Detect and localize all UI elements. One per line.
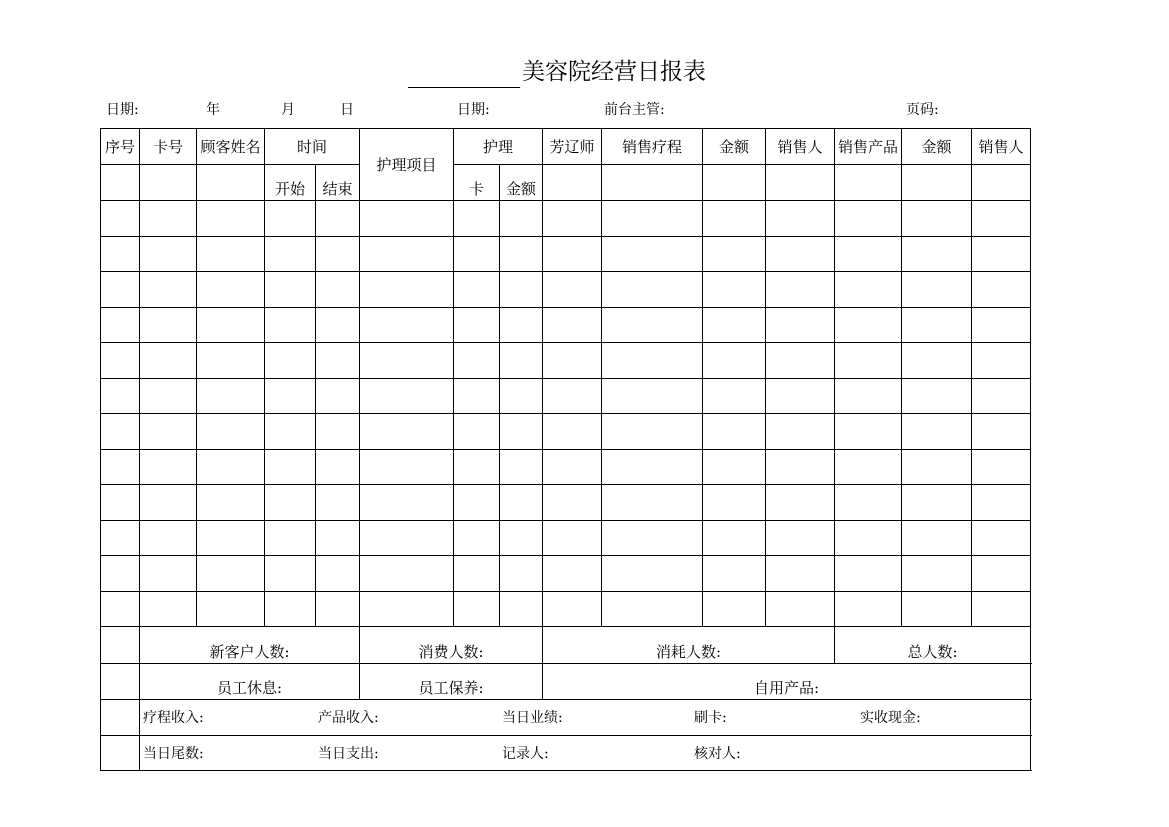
table-cell[interactable] — [766, 449, 835, 485]
table-cell[interactable] — [316, 556, 360, 592]
table-cell[interactable] — [500, 449, 543, 485]
table-cell[interactable] — [602, 591, 703, 627]
cell[interactable] — [902, 164, 972, 201]
table-cell[interactable] — [543, 236, 602, 272]
table-cell[interactable] — [602, 449, 703, 485]
table-cell[interactable] — [197, 201, 265, 237]
table-cell[interactable] — [543, 556, 602, 592]
table-cell[interactable] — [454, 378, 500, 414]
col-header-time: 时间 — [265, 129, 360, 165]
table-cell[interactable] — [101, 485, 140, 521]
col-header-product-amount: 金额 — [902, 129, 972, 165]
table-cell[interactable] — [703, 591, 766, 627]
cell[interactable] — [101, 627, 140, 664]
table-cell[interactable] — [140, 307, 197, 343]
cell[interactable] — [101, 663, 140, 700]
table-cell[interactable] — [972, 272, 1031, 308]
table-cell[interactable] — [101, 272, 140, 308]
table-cell[interactable] — [902, 520, 972, 556]
table-cell[interactable] — [500, 520, 543, 556]
col-header-start: 开始 — [265, 164, 316, 201]
table-row — [101, 520, 1031, 556]
table-cell[interactable] — [360, 520, 454, 556]
table-cell[interactable] — [543, 485, 602, 521]
product-income-label: 产品收入: — [318, 710, 379, 727]
table-cell[interactable] — [316, 485, 360, 521]
table-cell[interactable] — [766, 556, 835, 592]
col-header-care: 护理 — [454, 129, 543, 165]
table-cell[interactable] — [703, 343, 766, 379]
col-header-course-seller: 销售人 — [766, 129, 835, 165]
col-header-therapist: 芳辽师 — [543, 129, 602, 165]
table-cell[interactable] — [101, 307, 140, 343]
table-cell[interactable] — [835, 307, 902, 343]
table-cell[interactable] — [265, 236, 316, 272]
table-row — [101, 201, 1031, 237]
table-cell[interactable] — [101, 378, 140, 414]
table-cell[interactable] — [835, 272, 902, 308]
col-header-care-item: 护理项目 — [360, 129, 454, 201]
cell[interactable] — [101, 735, 140, 771]
table-cell[interactable] — [602, 307, 703, 343]
table-cell[interactable] — [360, 414, 454, 450]
table-cell[interactable] — [316, 520, 360, 556]
col-header-card: 卡 — [454, 164, 500, 201]
header-row-2 — [101, 164, 1031, 201]
table-cell[interactable] — [140, 272, 197, 308]
page-number-label: 页码: — [906, 102, 939, 118]
table-cell[interactable] — [360, 272, 454, 308]
table-cell[interactable] — [766, 414, 835, 450]
table-cell[interactable] — [543, 520, 602, 556]
table-cell[interactable] — [602, 272, 703, 308]
date-label: 日期: — [106, 102, 139, 118]
table-cell[interactable] — [360, 449, 454, 485]
table-cell[interactable] — [197, 307, 265, 343]
table-cell[interactable] — [454, 414, 500, 450]
recorder-label: 记录人: — [502, 745, 549, 762]
table-cell[interactable] — [972, 236, 1031, 272]
table-cell[interactable] — [454, 485, 500, 521]
table-row — [101, 378, 1031, 414]
table-cell[interactable] — [835, 414, 902, 450]
table-cell[interactable] — [543, 201, 602, 237]
table-cell[interactable] — [360, 378, 454, 414]
table-cell[interactable] — [101, 556, 140, 592]
table-cell[interactable] — [197, 485, 265, 521]
table-cell[interactable] — [316, 343, 360, 379]
table-cell[interactable] — [766, 236, 835, 272]
table-cell[interactable] — [316, 236, 360, 272]
table-cell[interactable] — [543, 414, 602, 450]
staff-care-label: 员工保养: — [360, 663, 543, 700]
table-cell[interactable] — [360, 485, 454, 521]
table-cell[interactable] — [766, 485, 835, 521]
table-cell[interactable] — [972, 378, 1031, 414]
table-cell[interactable] — [140, 378, 197, 414]
table-cell[interactable] — [360, 343, 454, 379]
table-cell[interactable] — [265, 414, 316, 450]
table-cell[interactable] — [265, 449, 316, 485]
table-cell[interactable] — [454, 343, 500, 379]
table-cell[interactable] — [360, 591, 454, 627]
col-header-seq: 序号 — [101, 129, 140, 165]
table-cell[interactable] — [703, 520, 766, 556]
card-swipe-label: 刷卡: — [694, 710, 727, 727]
table-cell[interactable] — [835, 591, 902, 627]
table-cell[interactable] — [835, 343, 902, 379]
table-cell[interactable] — [140, 591, 197, 627]
income-line — [140, 700, 1031, 736]
table-cell[interactable] — [101, 449, 140, 485]
table-cell[interactable] — [703, 378, 766, 414]
table-cell[interactable] — [316, 378, 360, 414]
summary-row-balance — [101, 735, 1031, 771]
cell[interactable] — [972, 164, 1031, 201]
table-cell[interactable] — [500, 201, 543, 237]
table-cell[interactable] — [197, 343, 265, 379]
table-cell[interactable] — [972, 414, 1031, 450]
report-title-text: 美容院经营日报表 — [522, 59, 706, 85]
table-cell[interactable] — [602, 556, 703, 592]
table-cell[interactable] — [500, 343, 543, 379]
col-header-sell-product: 销售产品 — [835, 129, 902, 165]
header-row-1 — [101, 129, 1031, 165]
daily-expense-label: 当日支出: — [318, 745, 379, 762]
report-title — [408, 56, 706, 88]
table-cell[interactable] — [101, 414, 140, 450]
table-cell[interactable] — [197, 556, 265, 592]
cell[interactable] — [140, 164, 197, 201]
table-cell[interactable] — [101, 343, 140, 379]
table-cell[interactable] — [360, 556, 454, 592]
col-header-sell-course: 销售疗程 — [602, 129, 703, 165]
table-cell[interactable] — [543, 272, 602, 308]
table-cell[interactable] — [197, 378, 265, 414]
table-cell[interactable] — [140, 520, 197, 556]
table-cell[interactable] — [766, 378, 835, 414]
table-cell[interactable] — [703, 556, 766, 592]
table-cell[interactable] — [197, 272, 265, 308]
table-cell[interactable] — [265, 556, 316, 592]
table-cell[interactable] — [140, 236, 197, 272]
table-cell[interactable] — [543, 591, 602, 627]
table-cell[interactable] — [972, 201, 1031, 237]
cash-received-label: 实收现金: — [860, 710, 921, 727]
table-cell[interactable] — [602, 485, 703, 521]
table-cell[interactable] — [703, 307, 766, 343]
date-label-2: 日期: — [457, 102, 490, 118]
table-cell[interactable] — [602, 520, 703, 556]
table-cell[interactable] — [602, 414, 703, 450]
table-cell[interactable] — [265, 201, 316, 237]
col-header-care-amount: 金额 — [500, 164, 543, 201]
summary-row-counts — [101, 627, 1031, 664]
table-cell[interactable] — [972, 343, 1031, 379]
table-cell[interactable] — [835, 236, 902, 272]
course-income-label: 疗程收入: — [143, 710, 204, 727]
new-customers-label: 新客户人数: — [140, 627, 360, 664]
table-cell[interactable] — [766, 307, 835, 343]
total-count-label: 总人数: — [835, 627, 1031, 664]
table-cell[interactable] — [140, 449, 197, 485]
table-cell[interactable] — [703, 236, 766, 272]
supervisor-label: 前台主管: — [604, 102, 665, 118]
table-cell[interactable] — [101, 591, 140, 627]
table-cell[interactable] — [500, 378, 543, 414]
table-cell[interactable] — [140, 556, 197, 592]
col-header-end: 结束 — [316, 164, 360, 201]
year-label: 年 — [206, 102, 220, 118]
table-cell[interactable] — [197, 520, 265, 556]
report-table — [100, 128, 1031, 771]
table-cell[interactable] — [140, 485, 197, 521]
table-cell[interactable] — [197, 591, 265, 627]
table-cell[interactable] — [543, 307, 602, 343]
table-cell[interactable] — [703, 485, 766, 521]
table-cell[interactable] — [972, 556, 1031, 592]
col-header-card-no: 卡号 — [140, 129, 197, 165]
table-cell[interactable] — [265, 378, 316, 414]
col-header-product-seller: 销售人 — [972, 129, 1031, 165]
table-row — [101, 307, 1031, 343]
day-label: 日 — [340, 102, 354, 118]
table-cell[interactable] — [500, 591, 543, 627]
table-cell[interactable] — [140, 343, 197, 379]
table-row — [101, 272, 1031, 308]
cell[interactable] — [602, 164, 703, 201]
balance-line — [140, 735, 1031, 771]
table-cell[interactable] — [101, 520, 140, 556]
table-cell[interactable] — [454, 236, 500, 272]
table-cell[interactable] — [360, 201, 454, 237]
table-cell[interactable] — [454, 201, 500, 237]
table-cell[interactable] — [902, 236, 972, 272]
table-cell[interactable] — [140, 414, 197, 450]
table-cell[interactable] — [360, 307, 454, 343]
table-cell[interactable] — [902, 343, 972, 379]
table-cell[interactable] — [500, 236, 543, 272]
table-cell[interactable] — [835, 485, 902, 521]
table-cell[interactable] — [316, 201, 360, 237]
table-cell[interactable] — [972, 485, 1031, 521]
table-cell[interactable] — [197, 236, 265, 272]
table-cell[interactable] — [902, 378, 972, 414]
table-cell[interactable] — [500, 272, 543, 308]
table-cell[interactable] — [902, 307, 972, 343]
daily-balance-label: 当日尾数: — [143, 745, 204, 762]
table-cell[interactable] — [766, 591, 835, 627]
table-cell[interactable] — [835, 556, 902, 592]
table-cell[interactable] — [500, 307, 543, 343]
table-cell[interactable] — [835, 449, 902, 485]
table-cell[interactable] — [140, 201, 197, 237]
table-cell[interactable] — [265, 307, 316, 343]
table-cell[interactable] — [265, 343, 316, 379]
table-cell[interactable] — [602, 201, 703, 237]
staff-rest-label: 员工休息: — [140, 663, 360, 700]
table-cell[interactable] — [454, 556, 500, 592]
table-cell[interactable] — [972, 307, 1031, 343]
table-cell[interactable] — [454, 272, 500, 308]
table-cell[interactable] — [454, 307, 500, 343]
cell[interactable] — [543, 164, 602, 201]
table-cell[interactable] — [766, 272, 835, 308]
table-cell[interactable] — [265, 272, 316, 308]
table-cell[interactable] — [197, 449, 265, 485]
table-cell[interactable] — [543, 449, 602, 485]
table-row — [101, 449, 1031, 485]
table-cell[interactable] — [835, 520, 902, 556]
table-cell[interactable] — [316, 591, 360, 627]
table-cell[interactable] — [101, 236, 140, 272]
table-cell[interactable] — [703, 449, 766, 485]
table-cell[interactable] — [454, 449, 500, 485]
summary-row-income — [101, 700, 1031, 736]
col-header-course-amount: 金额 — [703, 129, 766, 165]
table-cell[interactable] — [835, 201, 902, 237]
table-cell[interactable] — [902, 556, 972, 592]
table-cell[interactable] — [500, 414, 543, 450]
table-row — [101, 236, 1031, 272]
table-cell[interactable] — [703, 414, 766, 450]
table-cell[interactable] — [766, 343, 835, 379]
table-cell[interactable] — [602, 236, 703, 272]
own-product-label: 自用产品: — [543, 663, 1031, 700]
table-cell[interactable] — [703, 272, 766, 308]
cell[interactable] — [197, 164, 265, 201]
table-row — [101, 556, 1031, 592]
month-label: 月 — [281, 102, 295, 118]
table-cell[interactable] — [265, 591, 316, 627]
table-cell[interactable] — [902, 485, 972, 521]
table-cell[interactable] — [543, 343, 602, 379]
cell[interactable] — [101, 700, 140, 736]
table-cell[interactable] — [360, 236, 454, 272]
table-cell[interactable] — [316, 414, 360, 450]
summary-row-staff — [101, 663, 1031, 700]
cell[interactable] — [101, 164, 140, 201]
table-cell[interactable] — [454, 520, 500, 556]
consumers-label: 消费人数: — [360, 627, 543, 664]
cell[interactable] — [835, 164, 902, 201]
table-cell[interactable] — [316, 307, 360, 343]
table-cell[interactable] — [197, 414, 265, 450]
table-cell[interactable] — [454, 591, 500, 627]
table-cell[interactable] — [902, 414, 972, 450]
col-header-customer-name: 顾客姓名 — [197, 129, 265, 165]
table-cell[interactable] — [902, 449, 972, 485]
table-row — [101, 485, 1031, 521]
table-cell[interactable] — [972, 591, 1031, 627]
table-row — [101, 343, 1031, 379]
table-row — [101, 591, 1031, 627]
consumption-count-label: 消耗人数: — [543, 627, 835, 664]
table-cell[interactable] — [902, 272, 972, 308]
table-cell[interactable] — [316, 449, 360, 485]
table-cell[interactable] — [972, 449, 1031, 485]
table-cell[interactable] — [543, 378, 602, 414]
table-cell[interactable] — [835, 378, 902, 414]
table-cell[interactable] — [101, 201, 140, 237]
table-cell[interactable] — [602, 343, 703, 379]
store-name-blank[interactable] — [408, 61, 520, 88]
checker-label: 核对人: — [694, 745, 741, 762]
table-cell[interactable] — [500, 556, 543, 592]
table-cell[interactable] — [766, 520, 835, 556]
table-cell[interactable] — [265, 520, 316, 556]
table-cell[interactable] — [972, 520, 1031, 556]
table-cell[interactable] — [703, 201, 766, 237]
table-cell[interactable] — [902, 201, 972, 237]
cell[interactable] — [766, 164, 835, 201]
daily-performance-label: 当日业绩: — [502, 710, 563, 727]
table-cell[interactable] — [265, 485, 316, 521]
table-cell[interactable] — [902, 591, 972, 627]
table-cell[interactable] — [602, 378, 703, 414]
cell[interactable] — [703, 164, 766, 201]
table-cell[interactable] — [766, 201, 835, 237]
table-cell[interactable] — [316, 272, 360, 308]
table-cell[interactable] — [500, 485, 543, 521]
table-row — [101, 414, 1031, 450]
